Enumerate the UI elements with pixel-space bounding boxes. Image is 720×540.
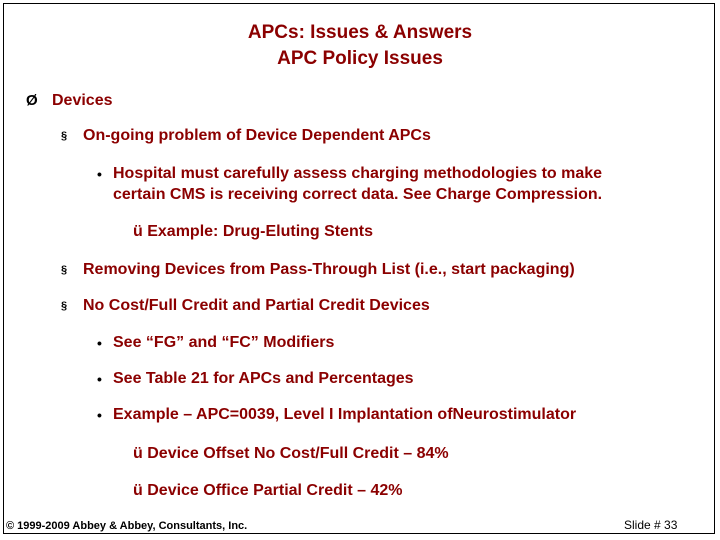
bullet-ongoing-problem: On-going problem of Device Dependent APCs [83, 127, 431, 144]
bullet-hospital-line-1: Hospital must carefully assess charging methodologies to make [113, 165, 603, 182]
bullet-example-stents [133, 222, 373, 242]
bullet-no-cost-devices: No Cost/Full Credit and Partial Credit Devices [83, 297, 430, 314]
square-bullet-icon: § [61, 130, 68, 142]
footer-copyright: © 1999-2009 Abbey & Abbey, Consultants, Inc. [6, 520, 248, 532]
example-stents-text: Example: Drug-Eluting Stents [147, 223, 374, 240]
dot-bullet-icon: • [97, 407, 102, 423]
dot-bullet-icon: • [97, 335, 102, 351]
check-bullet-icon: ü [133, 223, 143, 240]
bullet-device-offset [133, 444, 449, 464]
slide-title: APCs: Issues & Answers [247, 22, 473, 43]
square-bullet-icon: § [61, 300, 68, 312]
dot-bullet-icon: • [97, 166, 102, 182]
device-office-text: Device Office Partial Credit – 42% [147, 482, 403, 499]
bullet-device-office [133, 481, 402, 501]
square-bullet-icon: § [61, 264, 68, 276]
check-bullet-icon: ü [133, 482, 143, 499]
bullet-example-apc: Example – APC=0039, Level I Implantation ofNeurostimulator [113, 406, 577, 423]
bullet-hospital-line-2: certain CMS is receiving correct data. See Charge Compression. [113, 186, 603, 203]
check-bullet-icon: ü [133, 445, 143, 462]
arrow-bullet-icon: Ø [26, 92, 38, 109]
bullet-see-modifiers: See “FG” and “FC” Modifiers [113, 334, 335, 351]
device-offset-text: Device Offset No Cost/Full Credit – 84% [147, 445, 449, 462]
slide-subtitle: APC Policy Issues [277, 48, 443, 69]
bullet-devices: Devices [52, 92, 113, 109]
dot-bullet-icon: • [97, 371, 102, 387]
bullet-see-table: See Table 21 for APCs and Percentages [113, 370, 414, 387]
slide-number: Slide # 33 [624, 518, 678, 532]
bullet-removing-devices: Removing Devices from Pass-Through List (i.e., start packaging) [83, 261, 575, 278]
